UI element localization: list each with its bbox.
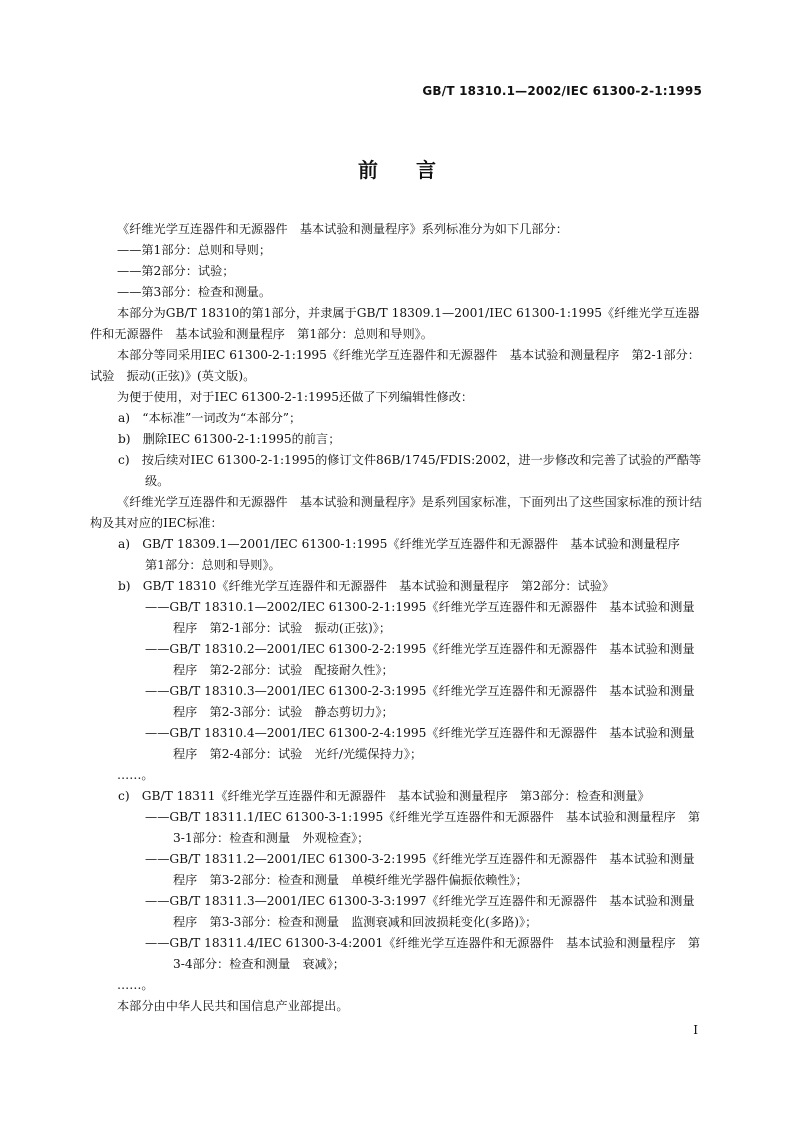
series-intro: 《纤维光学互连器件和无源器件 基本试验和测量程序》系列标准分为如下几部分： [117, 222, 568, 236]
edit-item: b) 删除IEC 61300-2-1:1995的前言； [118, 432, 341, 446]
edit-intro: 为便于使用，对于IEC 61300-2-1:1995还做了下列编辑性修改： [117, 390, 474, 404]
part-list-item: ——第1部分：总则和导则； [117, 243, 272, 257]
structure-item: c) GB/T 18311《纤维光学互连器件和无源器件 基本试验和测量程序 第3部分：检查和测量》 [118, 789, 650, 803]
part-list-item: ——第3部分：检查和测量。 [117, 285, 272, 299]
structure-subitem: ——GB/T 18311.4/IEC 61300-3-4:2001《纤维光学互连器件和无源器件 基本试验和测量程序 第3-4部分：检查和测量 衰减》； [145, 936, 701, 971]
structure-subitem: ——GB/T 18310.2—2001/IEC 61300-2-2:1995《纤维光学互连器件和无源器件 基本试验和测量程序 第2-2部分：试验 配接耐久性》； [145, 642, 695, 677]
adoption-paragraph: 本部分等同采用IEC 61300-2-1:1995《纤维光学互连器件和无源器件 基本试验和测量程序 第2-1部分：试验 振动(正弦)》(英文版)。 [90, 348, 700, 383]
edit-item: a) “本标准”一词改为“本部分”； [118, 411, 302, 425]
proposer-paragraph: 本部分由中华人民共和国信息产业部提出。 [117, 999, 349, 1013]
structure-item: a) GB/T 18309.1—2001/IEC 61300-1:1995《纤维光学互连器件和无源器件 基本试验和测量程序 第1部分：总则和导则》。 [118, 537, 693, 572]
foreword-body [90, 219, 704, 1017]
page-title: 前言 [358, 158, 474, 182]
structure-subitem: ——GB/T 18310.1—2002/IEC 61300-2-1:1995《纤维光学互连器件和无源器件 基本试验和测量程序 第2-1部分：试验 振动(正弦)》； [145, 600, 695, 635]
part-list-item: ——第2部分：试验； [117, 264, 235, 278]
ellipsis: ……。 [117, 768, 154, 782]
structure-item: b) GB/T 18310《纤维光学互连器件和无源器件 基本试验和测量程序 第2部分：试验》 [118, 579, 615, 593]
structure-subitem: ——GB/T 18311.2—2001/IEC 61300-3-2:1995《纤维光学互连器件和无源器件 基本试验和测量程序 第3-2部分：检查和测量 单模纤维光学器件偏振依赖性》； [145, 852, 695, 887]
structure-subitem: ——GB/T 18310.3—2001/IEC 61300-2-3:1995《纤维光学互连器件和无源器件 基本试验和测量程序 第2-3部分：试验 静态剪切力》； [145, 684, 695, 719]
ellipsis: ……。 [117, 978, 154, 992]
structure-subitem: ——GB/T 18310.4—2001/IEC 61300-2-4:1995《纤维光学互连器件和无源器件 基本试验和测量程序 第2-4部分：试验 光纤/光缆保持力》； [145, 726, 695, 761]
structure-intro: 《纤维光学互连器件和无源器件 基本试验和测量程序》是系列国家标准，下面列出了这些国家标准的预计结构及其对应的IEC标准： [90, 495, 702, 530]
standard-code-header: GB/T 18310.1—2002/IEC 61300-2-1:1995 [422, 84, 702, 98]
structure-subitem: ——GB/T 18311.3—2001/IEC 61300-3-3:1997《纤维光学互连器件和无源器件 基本试验和测量程序 第3-3部分：检查和测量 监测衰减和回波损耗变化(多路)》； [145, 894, 695, 929]
page-number: I [693, 1023, 698, 1037]
edit-item: c) 按后续对IEC 61300-2-1:1995的修订文件86B/1745/FDIS:2002，进一步修改和完善了试验的严酷等级。 [118, 453, 702, 488]
structure-subitem: ——GB/T 18311.1/IEC 61300-3-1:1995《纤维光学互连器件和无源器件 基本试验和测量程序 第3-1部分：检查和测量 外观检查》； [145, 810, 701, 845]
part-relation-paragraph: 本部分为GB/T 18310的第1部分，并隶属于GB/T 18309.1—2001/IEC 61300-1:1995《纤维光学互连器件和无源器件 基本试验和测量程序 第1部分：总则和导则》。 [90, 306, 700, 341]
